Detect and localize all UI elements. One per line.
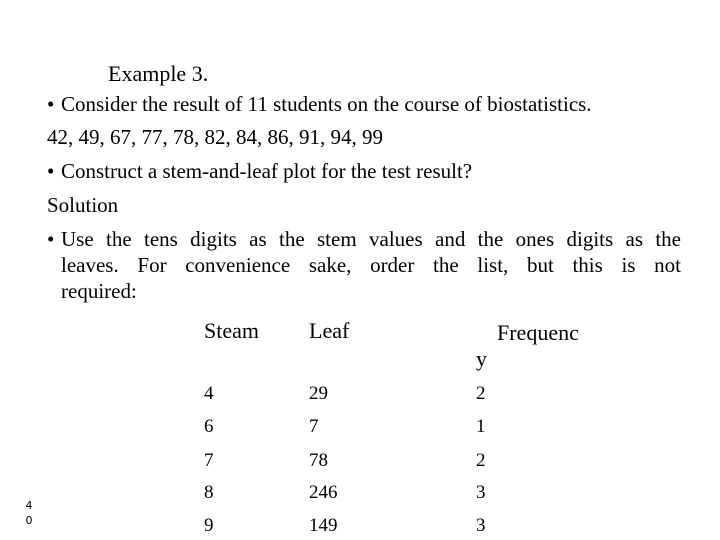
instruction-paragraph <box>47 226 681 304</box>
header-stem: Steam <box>204 318 259 343</box>
page-number <box>21 498 37 528</box>
scores-text: 42, 49, 67, 77, 78, 82, 84, 86, 91, 94, 99 <box>47 125 383 149</box>
stem-cell: 8 <box>204 482 214 503</box>
leaf-cell: 149 <box>309 515 338 536</box>
bullet-icon: • <box>47 92 55 116</box>
bullet-line-1 <box>47 91 681 117</box>
frequency-cell: 3 <box>476 482 486 503</box>
leaf-cell: 78 <box>309 450 328 471</box>
bullet-icon: • <box>47 227 55 251</box>
page-number-digit-2: 0 <box>25 514 33 527</box>
leaf-cell: 7 <box>309 416 319 437</box>
bullet-text-2: Construct a stem-and-leaf plot for the test result? <box>61 159 473 183</box>
stem-cell: 4 <box>204 383 214 404</box>
stem-cell: 6 <box>204 416 214 437</box>
header-frequency-part1: Frequenc <box>497 320 579 345</box>
frequency-cell: 2 <box>476 383 486 404</box>
solution-line <box>47 192 681 218</box>
stem-cell: 7 <box>204 450 214 471</box>
page-number-digit-1: 4 <box>25 499 33 512</box>
header-leaf: Leaf <box>309 318 350 343</box>
header-frequency-part2: y <box>476 346 487 371</box>
frequency-cell: 1 <box>476 416 486 437</box>
bullet-line-2 <box>47 158 681 184</box>
leaf-cell: 246 <box>309 482 338 503</box>
bullet-text-1: Consider the result of 11 students on the course of biostatistics. <box>61 92 592 116</box>
solution-text: Solution <box>47 193 119 217</box>
paragraph-line-2: leaves. For convenience sake, order the list, but this is not <box>61 253 681 277</box>
scores-line <box>47 124 681 150</box>
frequency-cell: 2 <box>476 450 486 471</box>
bullet-icon: • <box>47 159 55 183</box>
paragraph-line-1: • Use the tens digits as the stem values and the ones digits as the <box>47 227 681 251</box>
paragraph-line-3: required: <box>61 279 137 303</box>
leaf-cell: 29 <box>309 383 328 404</box>
slide-title: Example 3. <box>108 61 209 86</box>
stem-cell: 9 <box>204 515 214 536</box>
frequency-cell: 3 <box>476 515 486 536</box>
